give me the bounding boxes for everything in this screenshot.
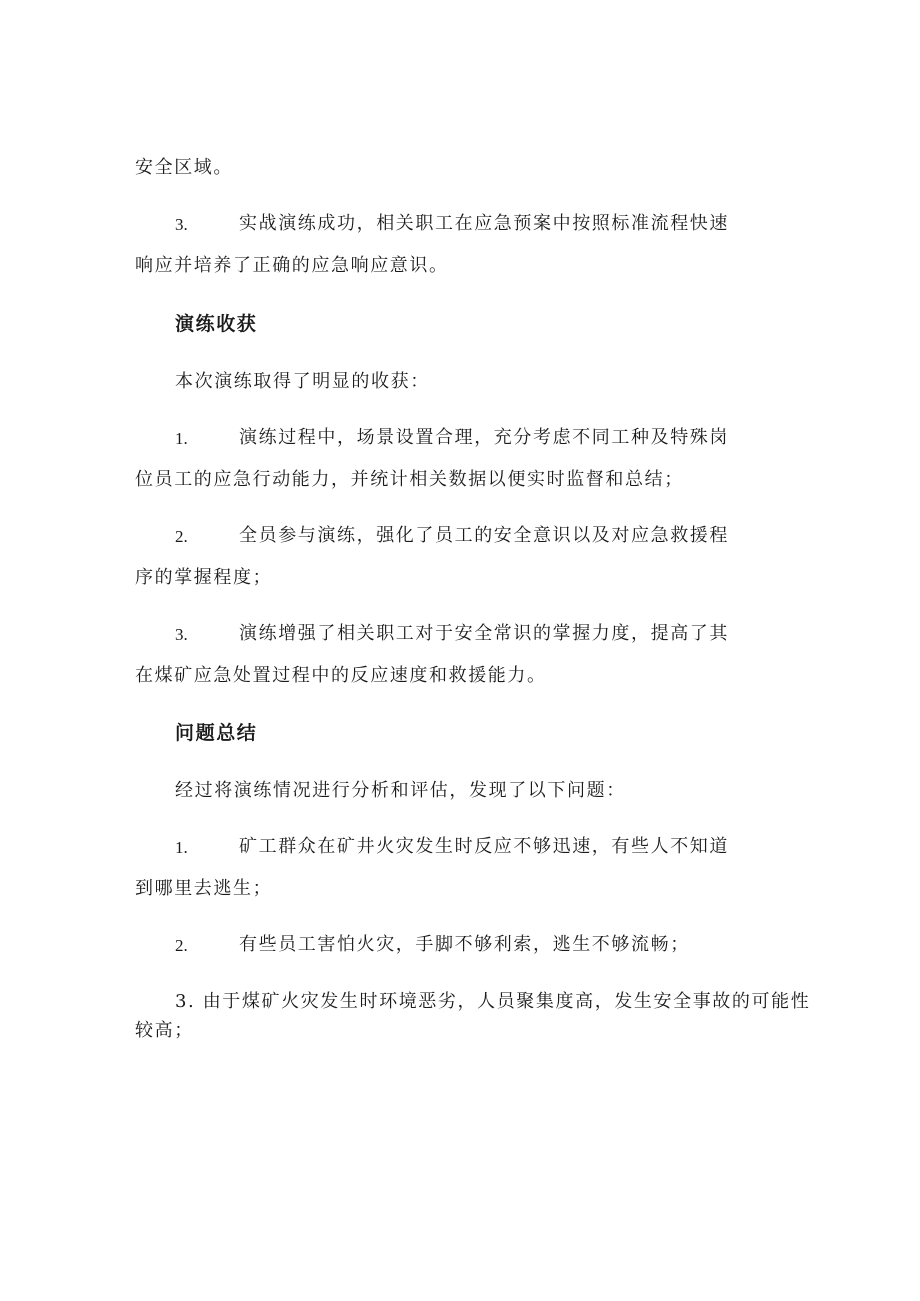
section-heading-issues: 问题总结 bbox=[175, 722, 258, 744]
gains-intro: 本次演练取得了明显的收获： bbox=[175, 371, 430, 392]
paragraph-continuation: 安全区域。 bbox=[135, 157, 233, 178]
list-item-text-continued: 较高； bbox=[135, 1020, 194, 1041]
list-item-text: 3. 由于煤矿火灾发生时环境恶劣，人员聚集度高，发生安全事故的可能性 bbox=[175, 991, 811, 1012]
list-item-text-continued: 在煤矿应急处置过程中的反应速度和救援能力。 bbox=[135, 665, 547, 686]
list-item-text: 演练过程中，场景设置合理，充分考虑不同工种及特殊岗 bbox=[239, 427, 729, 448]
list-item-text: 全员参与演练，强化了员工的安全意识以及对应急救援程 bbox=[239, 525, 729, 546]
list-item-number: 3. bbox=[175, 625, 188, 644]
list-item-text-continued: 响应并培养了正确的应急响应意识。 bbox=[135, 255, 449, 276]
section-heading-gains: 演练收获 bbox=[175, 313, 258, 335]
list-item-text-continued: 序的掌握程度； bbox=[135, 567, 273, 588]
list-item-text-continued: 到哪里去逃生； bbox=[135, 878, 273, 899]
list-item-number: 3. bbox=[175, 215, 188, 234]
list-item-text: 矿工群众在矿井火灾发生时反应不够迅速，有些人不知道 bbox=[239, 836, 729, 857]
list-item-number: 2. bbox=[175, 527, 188, 546]
list-item-text: 实战演练成功，相关职工在应急预案中按照标准流程快速 bbox=[239, 213, 729, 234]
list-item-number: 2. bbox=[175, 936, 188, 955]
list-item-text-continued: 位员工的应急行动能力，并统计相关数据以便实时监督和总结； bbox=[135, 469, 684, 490]
list-item-number: 1. bbox=[175, 838, 188, 857]
list-item-text: 演练增强了相关职工对于安全常识的掌握力度，提高了其 bbox=[239, 623, 729, 644]
issues-intro: 经过将演练情况进行分析和评估，发现了以下问题： bbox=[175, 780, 626, 801]
list-item-number: 1. bbox=[175, 429, 188, 448]
list-item-text: 有些员工害怕火灾，手脚不够利索，逃生不够流畅； bbox=[239, 934, 690, 955]
